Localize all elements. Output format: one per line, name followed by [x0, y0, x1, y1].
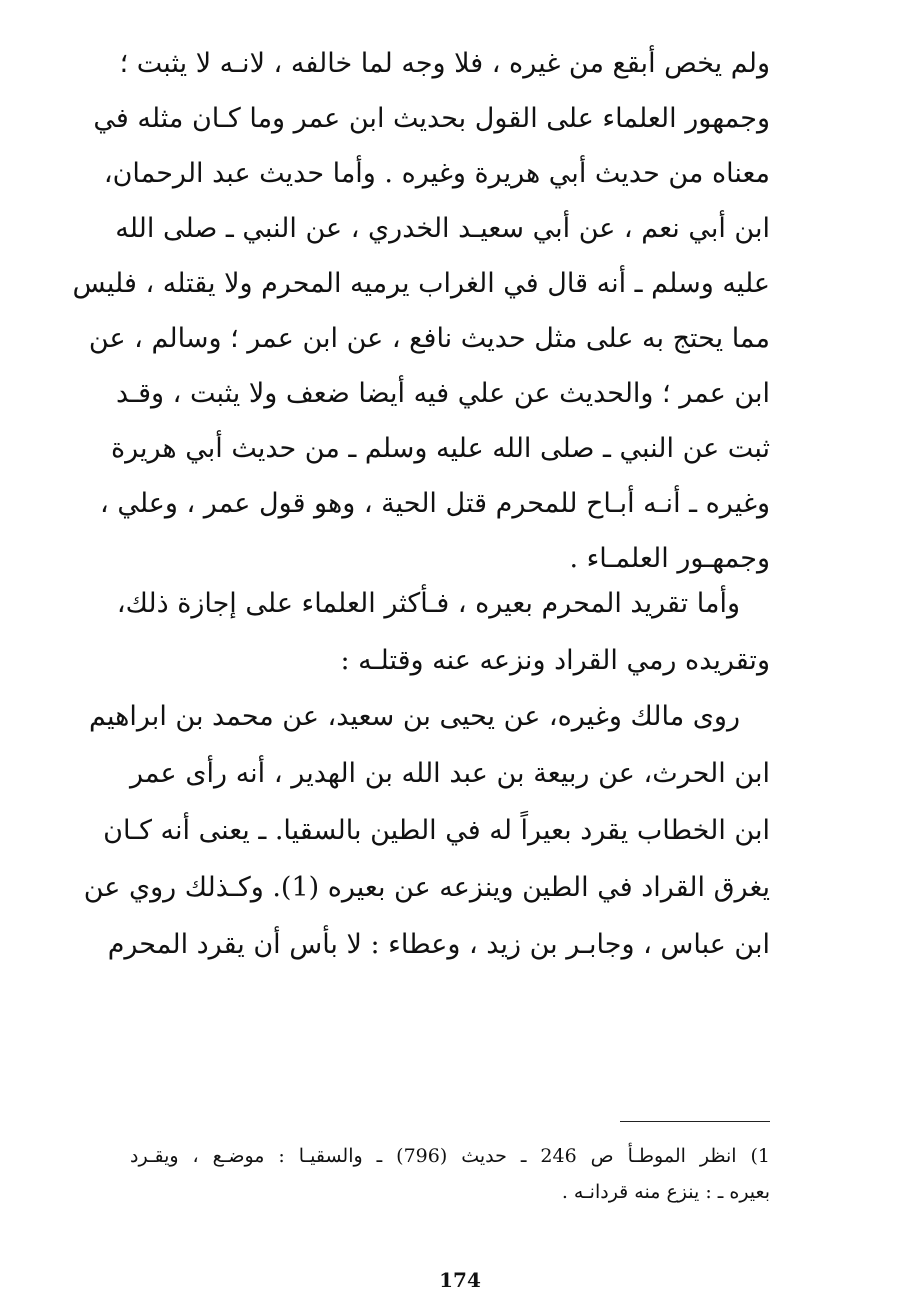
text-line: وتقريده رمي القراد ونزعه عنه وقتلـه : — [340, 645, 770, 676]
text-line: ابن عمر ؛ والحديث عن علي فيه أيضا ضعف ولا يثبت ، وقـد — [116, 378, 770, 409]
text-line: عليه وسلم ـ أنه قال في الغراب يرميه المحرم ولا يقتله ، فليس — [72, 268, 770, 299]
text-line: يغرق القراد في الطين وينزعه عن بعيره (1). وكـذلك روي عن — [83, 872, 770, 903]
text-line: روى مالك وغيره، عن يحيى بن سعيد، عن محمد بن ابراهيم — [89, 701, 740, 732]
text-line: ثبت عن النبي ـ صلى الله عليه وسلم ـ من حديث أبي هريرة — [110, 433, 770, 464]
paragraph-3 — [83, 688, 770, 973]
text-line: وغيره ـ أنـه أبـاح للمحرم قتل الحية ، وهو قول عمر ، وعلي ، — [100, 488, 770, 519]
text-line: ابن الخطاب يقرد بعيراً له في الطين بالسقيا. ـ يعنى أنه كـان — [103, 815, 770, 846]
text-line: ابن الحرث، عن ربيعة بن عبد الله بن الهدير ، أنه رأى عمر — [130, 758, 770, 789]
text-line: وجمهور العلماء على القول بحديث ابن عمر وما كـان مثله في — [93, 103, 770, 134]
paragraph-1 — [72, 36, 770, 586]
footnote-line: 1) انظر الموطـأ ص 246 ـ حديث (796) ـ والسقيـا : موضـع ، ويقـرد — [130, 1145, 770, 1167]
text-line: ولم يخص أبقع من غيره ، فلا وجه لما خالفه ، لانـه لا يثبت ؛ — [119, 48, 770, 79]
text-line: مما يحتج به على مثل حديث نافع ، عن ابن عمر ؛ وسالم ، عن — [88, 323, 770, 354]
footnote-divider — [620, 1121, 770, 1122]
paragraph-2 — [116, 575, 770, 689]
text-line: معناه من حديث أبي هريرة وغيره . وأما حديث عبد الرحمان، — [103, 158, 770, 189]
page-number: 174 — [439, 1268, 481, 1292]
text-line: وجمهـور العلمـاء . — [569, 543, 770, 574]
footnotes — [130, 1138, 770, 1210]
text-line: ابن عباس ، وجابـر بن زيد ، وعطاء : لا بأس أن يقرد المحرم — [107, 929, 770, 960]
text-line: ابن أبي نعم ، عن أبي سعيـد الخدري ، عن النبي ـ صلى الله — [115, 213, 770, 244]
footnote-line: بعيره ـ : ينزع منه قردانـه . — [561, 1181, 770, 1203]
text-line: وأما تقريد المحرم بعيره ، فـأكثر العلماء على إجازة ذلك، — [116, 588, 740, 619]
